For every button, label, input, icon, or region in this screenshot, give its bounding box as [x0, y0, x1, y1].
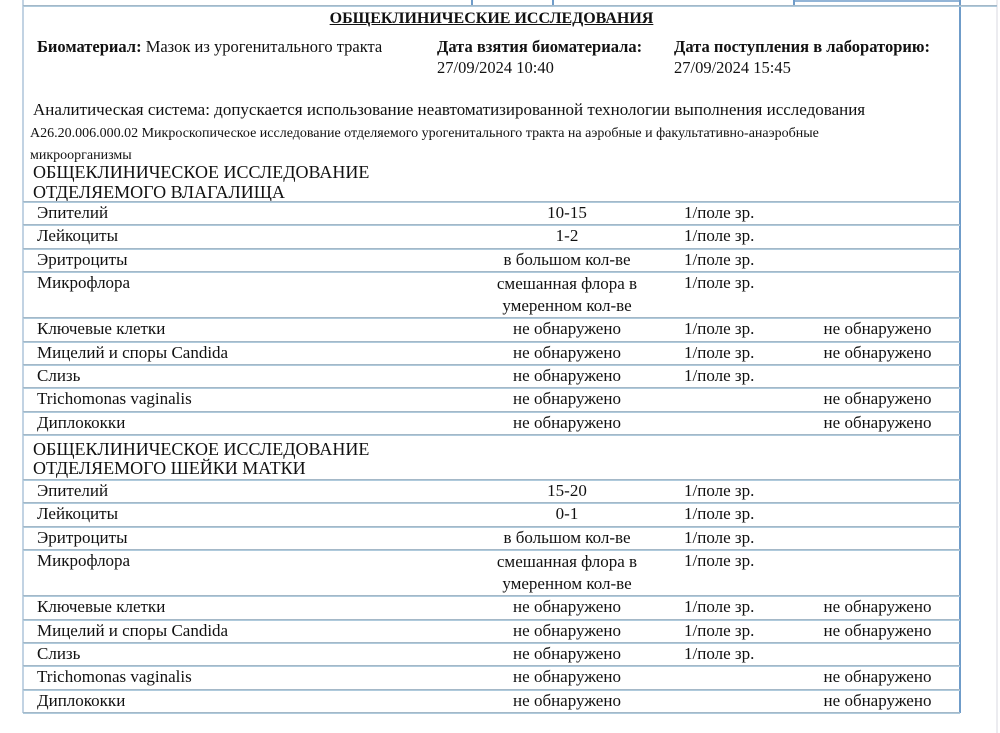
- result-unit: 1/поле зр.: [684, 597, 755, 617]
- result-value: смешанная флора в умеренном кол-ве: [496, 273, 638, 315]
- result-name: Эпителий: [37, 480, 109, 500]
- result-unit: 1/поле зр.: [684, 272, 755, 292]
- section-2-heading-line2: ОТДЕЛЯЕМОГО ШЕЙКИ МАТКИ: [33, 458, 306, 479]
- result-note: [817, 224, 960, 247]
- table-row: [23, 689, 960, 712]
- received-date-label: Дата поступления в лабораторию:: [674, 37, 930, 56]
- received-date-value: 27/09/2024 15:45: [674, 58, 791, 77]
- result-name: Эритроциты: [37, 249, 128, 269]
- result-value: 0-1: [555, 504, 579, 524]
- result-unit: 1/поле зр.: [684, 480, 755, 500]
- table-row: [23, 479, 960, 502]
- section-1-heading-line2: ОТДЕЛЯЕМОГО ВЛАГАЛИЩА: [33, 181, 285, 202]
- result-note: [817, 201, 960, 224]
- result-name: Мицелий и споры Candida: [37, 342, 229, 362]
- table-row: [23, 526, 960, 549]
- result-name: Trichomonas vaginalis: [37, 389, 192, 409]
- result-note: [817, 526, 960, 549]
- table-row: [23, 248, 960, 271]
- table-row: [23, 619, 960, 642]
- result-note: не обнаружено: [823, 319, 932, 339]
- table-row: [23, 549, 960, 596]
- result-value: 1-2: [555, 226, 579, 246]
- table-row: [23, 642, 960, 665]
- biomaterial-value: Мазок из урогенитального тракта: [145, 37, 383, 56]
- result-name: Ключевые клетки: [37, 597, 166, 617]
- received-date-cell: [674, 36, 930, 78]
- result-name: Trichomonas vaginalis: [37, 667, 192, 687]
- result-value: не обнаружено: [513, 667, 621, 687]
- result-name: Микрофлора: [37, 272, 131, 292]
- result-value: не обнаружено: [513, 597, 621, 617]
- table-row: [23, 201, 960, 224]
- section-1-heading: [23, 162, 960, 201]
- result-name: Ключевые клетки: [37, 319, 166, 339]
- result-name: Эпителий: [37, 203, 109, 222]
- collection-date-value: 27/09/2024 10:40: [437, 58, 554, 77]
- collection-date-label: Дата взятия биоматериала:: [437, 37, 643, 56]
- table-row: [23, 317, 960, 340]
- result-unit: 1/поле зр.: [684, 203, 755, 222]
- result-value: не обнаружено: [513, 389, 621, 409]
- result-value: не обнаружено: [513, 319, 621, 339]
- result-note: [817, 248, 960, 271]
- result-unit: [683, 387, 817, 410]
- result-unit: 1/поле зр.: [684, 319, 755, 339]
- result-unit: 1/поле зр.: [684, 504, 755, 524]
- result-unit: 1/поле зр.: [684, 366, 755, 386]
- result-note: [817, 502, 960, 525]
- table-row: [23, 595, 960, 618]
- result-note: не обнаружено: [823, 342, 932, 362]
- result-note: не обнаружено: [823, 412, 932, 432]
- biomaterial-cell: [37, 36, 382, 57]
- result-note: не обнаружено: [823, 620, 932, 640]
- result-value: не обнаружено: [513, 644, 621, 664]
- result-unit: [683, 665, 817, 688]
- result-value: не обнаружено: [513, 342, 621, 362]
- result-value: в большом кол-ве: [503, 249, 631, 269]
- result-unit: 1/поле зр.: [684, 226, 755, 246]
- result-value: не обнаружено: [513, 620, 621, 640]
- result-name: Слизь: [37, 366, 81, 386]
- result-name: Слизь: [37, 644, 81, 664]
- result-name: Микрофлора: [37, 550, 131, 570]
- table-row: [23, 224, 960, 247]
- report-content: [23, 0, 960, 714]
- table-row: [23, 502, 960, 525]
- result-note: не обнаружено: [823, 389, 932, 409]
- result-value: 15-20: [547, 480, 587, 500]
- result-name: Лейкоциты: [37, 504, 118, 524]
- result-note: не обнаружено: [823, 667, 932, 687]
- method-code-line2: микроорганизмы: [30, 147, 132, 163]
- result-value: в большом кол-ве: [503, 527, 631, 547]
- method-code-line1: А26.20.006.000.02 Микроскопическое исследование отделяемого урогенитального тракта на аэробные и факультативно-анаэробные: [30, 126, 819, 141]
- result-note: [817, 479, 960, 502]
- result-unit: 1/поле зр.: [684, 249, 755, 269]
- result-name: Мицелий и споры Candida: [37, 620, 229, 640]
- result-unit: [683, 689, 817, 712]
- result-name: Диплококки: [37, 412, 126, 432]
- result-note: не обнаружено: [823, 597, 932, 617]
- table-row: [23, 387, 960, 410]
- result-value: не обнаружено: [513, 412, 621, 432]
- result-unit: 1/поле зр.: [684, 527, 755, 547]
- method-code-description: [23, 122, 960, 162]
- report-title: ОБЩЕКЛИНИЧЕСКИЕ ИССЛЕДОВАНИЯ: [329, 10, 654, 27]
- section-1-heading-line1: ОБЩЕКЛИНИЧЕСКОЕ ИССЛЕДОВАНИЕ: [33, 162, 370, 182]
- table-row: [23, 665, 960, 688]
- result-unit: 1/поле зр.: [684, 550, 755, 570]
- collection-date-cell: [437, 36, 642, 78]
- page-far-edge: [996, 0, 998, 733]
- biomaterial-label: Биоматериал:: [37, 37, 142, 56]
- result-value: не обнаружено: [513, 690, 621, 710]
- analytical-system-note: Аналитическая система: допускается использование неавтоматизированной технологии выполнения исследования: [33, 100, 866, 119]
- result-unit: 1/поле зр.: [684, 644, 755, 664]
- result-name: Лейкоциты: [37, 226, 118, 246]
- result-name: Диплококки: [37, 690, 126, 710]
- table-row: [23, 271, 960, 318]
- result-unit: 1/поле зр.: [684, 342, 755, 362]
- result-unit: 1/поле зр.: [684, 620, 755, 640]
- result-note: [817, 549, 960, 596]
- result-note: [817, 364, 960, 387]
- result-note: [817, 642, 960, 665]
- result-note: не обнаружено: [823, 690, 932, 710]
- section-2-heading-line1: ОБЩЕКЛИНИЧЕСКОЕ ИССЛЕДОВАНИЕ: [33, 438, 370, 459]
- table-row: [23, 411, 960, 434]
- results-table-cervix: [23, 479, 960, 714]
- result-value: смешанная флора в умеренном кол-ве: [496, 551, 638, 593]
- table-row: [23, 341, 960, 364]
- result-value: не обнаружено: [513, 366, 621, 386]
- section-2-heading: [23, 436, 960, 479]
- table-row: [23, 364, 960, 387]
- specimen-info-row: [23, 33, 960, 97]
- results-table-vagina: [23, 201, 960, 436]
- result-name: Эритроциты: [37, 527, 128, 547]
- result-unit: [683, 411, 817, 434]
- result-value: 10-15: [547, 203, 587, 222]
- result-note: [817, 271, 960, 318]
